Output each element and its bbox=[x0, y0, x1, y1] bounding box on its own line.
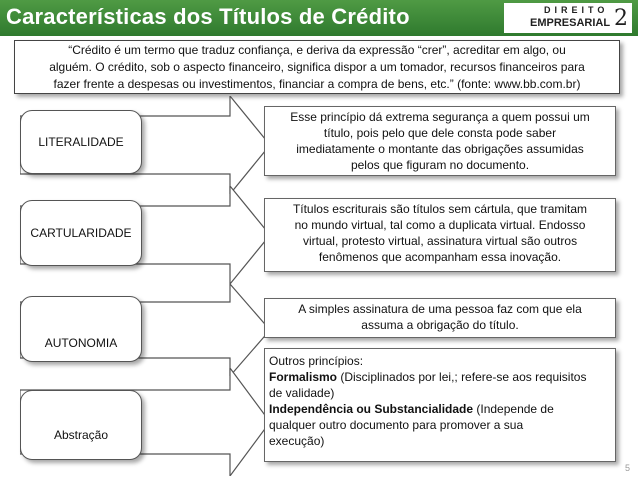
logo-bottom-text: EMPRESARIAL bbox=[530, 17, 611, 29]
principle-label: LITERALIDADE bbox=[38, 135, 124, 149]
desc-line: virtual, protesto virtual, assinatura virtual são outros bbox=[302, 234, 578, 248]
principle-label: Abstração bbox=[53, 428, 109, 442]
description-autonomia bbox=[264, 298, 616, 338]
formalismo-text: (Disciplinados por lei,; refere-se aos requisitos bbox=[337, 370, 587, 384]
logo bbox=[504, 3, 632, 33]
header-bar bbox=[0, 0, 638, 36]
logo-top-text: DIREITO bbox=[544, 5, 609, 15]
desc-line: assuma a obrigação do título. bbox=[361, 318, 519, 332]
description-outros-principios bbox=[264, 348, 616, 462]
intro-line-2: alguém. O crédito, sob o aspecto financeiro, significa dispor a um tomador, recursos financeiros para bbox=[49, 60, 585, 74]
desc-line: título, pois pelo que dele consta pode saber bbox=[323, 126, 557, 140]
desc-line-independencia bbox=[269, 401, 611, 417]
independencia-bold: Independência ou Substancialidade bbox=[269, 402, 474, 416]
desc-line: Títulos escriturais são títulos sem cártula, que tramitam bbox=[292, 202, 588, 216]
intro-line-3: fazer frente a despesas ou investimentos, financiar a compra de bens, etc.” (fonte: www.bb.com.br) bbox=[53, 77, 581, 91]
intro-quote-box bbox=[14, 40, 620, 94]
principle-abstracao bbox=[20, 390, 142, 460]
independencia-text: (Independe de bbox=[473, 402, 554, 416]
principle-literalidade bbox=[20, 110, 142, 174]
desc-line-formalismo bbox=[269, 369, 611, 385]
page-number: 5 bbox=[624, 463, 630, 473]
desc-line: Outros princípios: bbox=[269, 354, 364, 368]
desc-line: pelos que figuram no documento. bbox=[350, 158, 530, 172]
desc-line: execução) bbox=[269, 434, 325, 448]
formalismo-bold: Formalismo bbox=[269, 370, 338, 384]
desc-line: imediatamente o montante das obrigações assumidas bbox=[296, 142, 584, 156]
logo-number: 2 bbox=[614, 6, 628, 31]
desc-line: qualquer outro documento para promover a sua bbox=[269, 418, 524, 432]
intro-line-1: “Crédito é um termo que traduz confiança, e deriva da expressão “crer”, acreditar em algo, ou bbox=[68, 43, 566, 57]
principle-label: CARTULARIDADE bbox=[30, 226, 132, 240]
description-cartularidade bbox=[264, 198, 616, 272]
desc-line: no mundo virtual, tal como a duplicata virtual. Endosso bbox=[294, 218, 586, 232]
desc-line: Esse princípio dá extrema segurança a quem possui um bbox=[290, 110, 590, 124]
principle-autonomia bbox=[20, 296, 142, 362]
description-literalidade bbox=[264, 106, 616, 176]
desc-line: A simples assinatura de uma pessoa faz com que ela bbox=[298, 302, 582, 316]
page-title: Características dos Títulos de Crédito bbox=[6, 4, 410, 29]
desc-line: fenômenos que acompanham essa inovação. bbox=[318, 250, 562, 264]
desc-line: de validade) bbox=[269, 386, 335, 400]
principle-label: AUTONOMIA bbox=[44, 336, 118, 350]
principle-cartularidade bbox=[20, 200, 142, 266]
